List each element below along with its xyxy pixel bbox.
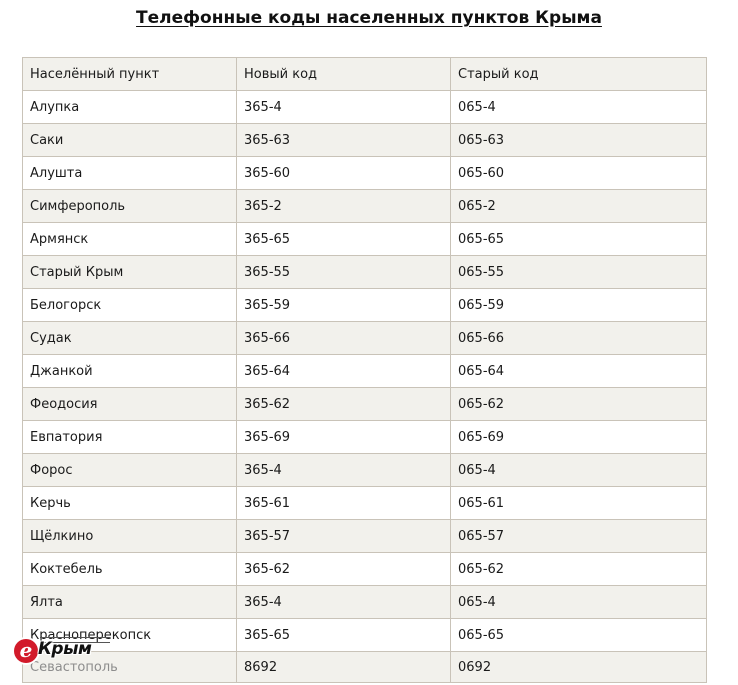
- cell-old-code: 065-62: [451, 388, 707, 421]
- table-row: [23, 289, 707, 322]
- table-row: [23, 619, 707, 652]
- cell-new-code: 365-4: [237, 91, 451, 124]
- table-row: [23, 355, 707, 388]
- cell-old-code: 065-69: [451, 421, 707, 454]
- cell-locality: Форос: [23, 454, 237, 487]
- cell-locality: Севастополь: [23, 652, 237, 683]
- table-body: [23, 91, 707, 683]
- cell-old-code: 065-57: [451, 520, 707, 553]
- cell-new-code: 365-4: [237, 586, 451, 619]
- cell-locality: Коктебель: [23, 553, 237, 586]
- table-row: [23, 421, 707, 454]
- cell-locality: Щёлкино: [23, 520, 237, 553]
- cell-locality: Алупка: [23, 91, 237, 124]
- cell-old-code: 065-62: [451, 553, 707, 586]
- table-row: [23, 586, 707, 619]
- cell-new-code: 8692: [237, 652, 451, 683]
- table-row: [23, 520, 707, 553]
- page-title: Телефонные коды населенных пунктов Крыма: [136, 8, 602, 28]
- cell-new-code: 365-62: [237, 553, 451, 586]
- cell-old-code: 065-59: [451, 289, 707, 322]
- cell-locality: Старый Крым: [23, 256, 237, 289]
- cell-locality: Белогорск: [23, 289, 237, 322]
- header-new-code: Новый код: [237, 58, 451, 91]
- cell-old-code: 065-55: [451, 256, 707, 289]
- cell-old-code: 065-4: [451, 91, 707, 124]
- cell-locality: Ялта: [23, 586, 237, 619]
- cell-locality: Судак: [23, 322, 237, 355]
- cell-old-code: 065-64: [451, 355, 707, 388]
- table-row: [23, 190, 707, 223]
- table-row: [23, 124, 707, 157]
- logo-text: Крым: [38, 639, 92, 659]
- cell-locality: Евпатория: [23, 421, 237, 454]
- table-row: [23, 553, 707, 586]
- cell-old-code: 065-63: [451, 124, 707, 157]
- cell-new-code: 365-4: [237, 454, 451, 487]
- cell-new-code: 365-2: [237, 190, 451, 223]
- table-row: [23, 487, 707, 520]
- cell-old-code: 065-4: [451, 586, 707, 619]
- cell-old-code: 065-60: [451, 157, 707, 190]
- cell-old-code: 065-61: [451, 487, 707, 520]
- cell-locality: Алушта: [23, 157, 237, 190]
- cell-new-code: 365-69: [237, 421, 451, 454]
- cell-locality: Армянск: [23, 223, 237, 256]
- table-row: [23, 388, 707, 421]
- cell-new-code: 365-57: [237, 520, 451, 553]
- logo-e-icon: e: [14, 639, 38, 663]
- cell-new-code: 365-62: [237, 388, 451, 421]
- watermark-logo: [14, 637, 102, 667]
- cell-locality: Симферополь: [23, 190, 237, 223]
- table-row: [23, 157, 707, 190]
- table-row: [23, 454, 707, 487]
- header-old-code: Старый код: [451, 58, 707, 91]
- cell-locality: Саки: [23, 124, 237, 157]
- table-row: [23, 91, 707, 124]
- cell-old-code: 065-4: [451, 454, 707, 487]
- cell-new-code: 365-59: [237, 289, 451, 322]
- phone-codes-table: [22, 57, 707, 683]
- table-row: [23, 652, 707, 683]
- cell-locality: Керчь: [23, 487, 237, 520]
- cell-locality: Феодосия: [23, 388, 237, 421]
- table-row: [23, 256, 707, 289]
- cell-new-code: 365-63: [237, 124, 451, 157]
- cell-new-code: 365-65: [237, 223, 451, 256]
- header-locality: Населённый пункт: [23, 58, 237, 91]
- cell-old-code: 0692: [451, 652, 707, 683]
- cell-old-code: 065-66: [451, 322, 707, 355]
- cell-locality: Джанкой: [23, 355, 237, 388]
- cell-new-code: 365-65: [237, 619, 451, 652]
- table-row: [23, 322, 707, 355]
- cell-new-code: 365-60: [237, 157, 451, 190]
- cell-new-code: 365-64: [237, 355, 451, 388]
- cell-old-code: 065-65: [451, 619, 707, 652]
- table-row: [23, 223, 707, 256]
- cell-new-code: 365-66: [237, 322, 451, 355]
- cell-new-code: 365-61: [237, 487, 451, 520]
- cell-old-code: 065-2: [451, 190, 707, 223]
- cell-old-code: 065-65: [451, 223, 707, 256]
- table-header-row: [23, 58, 707, 91]
- cell-new-code: 365-55: [237, 256, 451, 289]
- cell-locality: Красноперекопск: [23, 619, 237, 652]
